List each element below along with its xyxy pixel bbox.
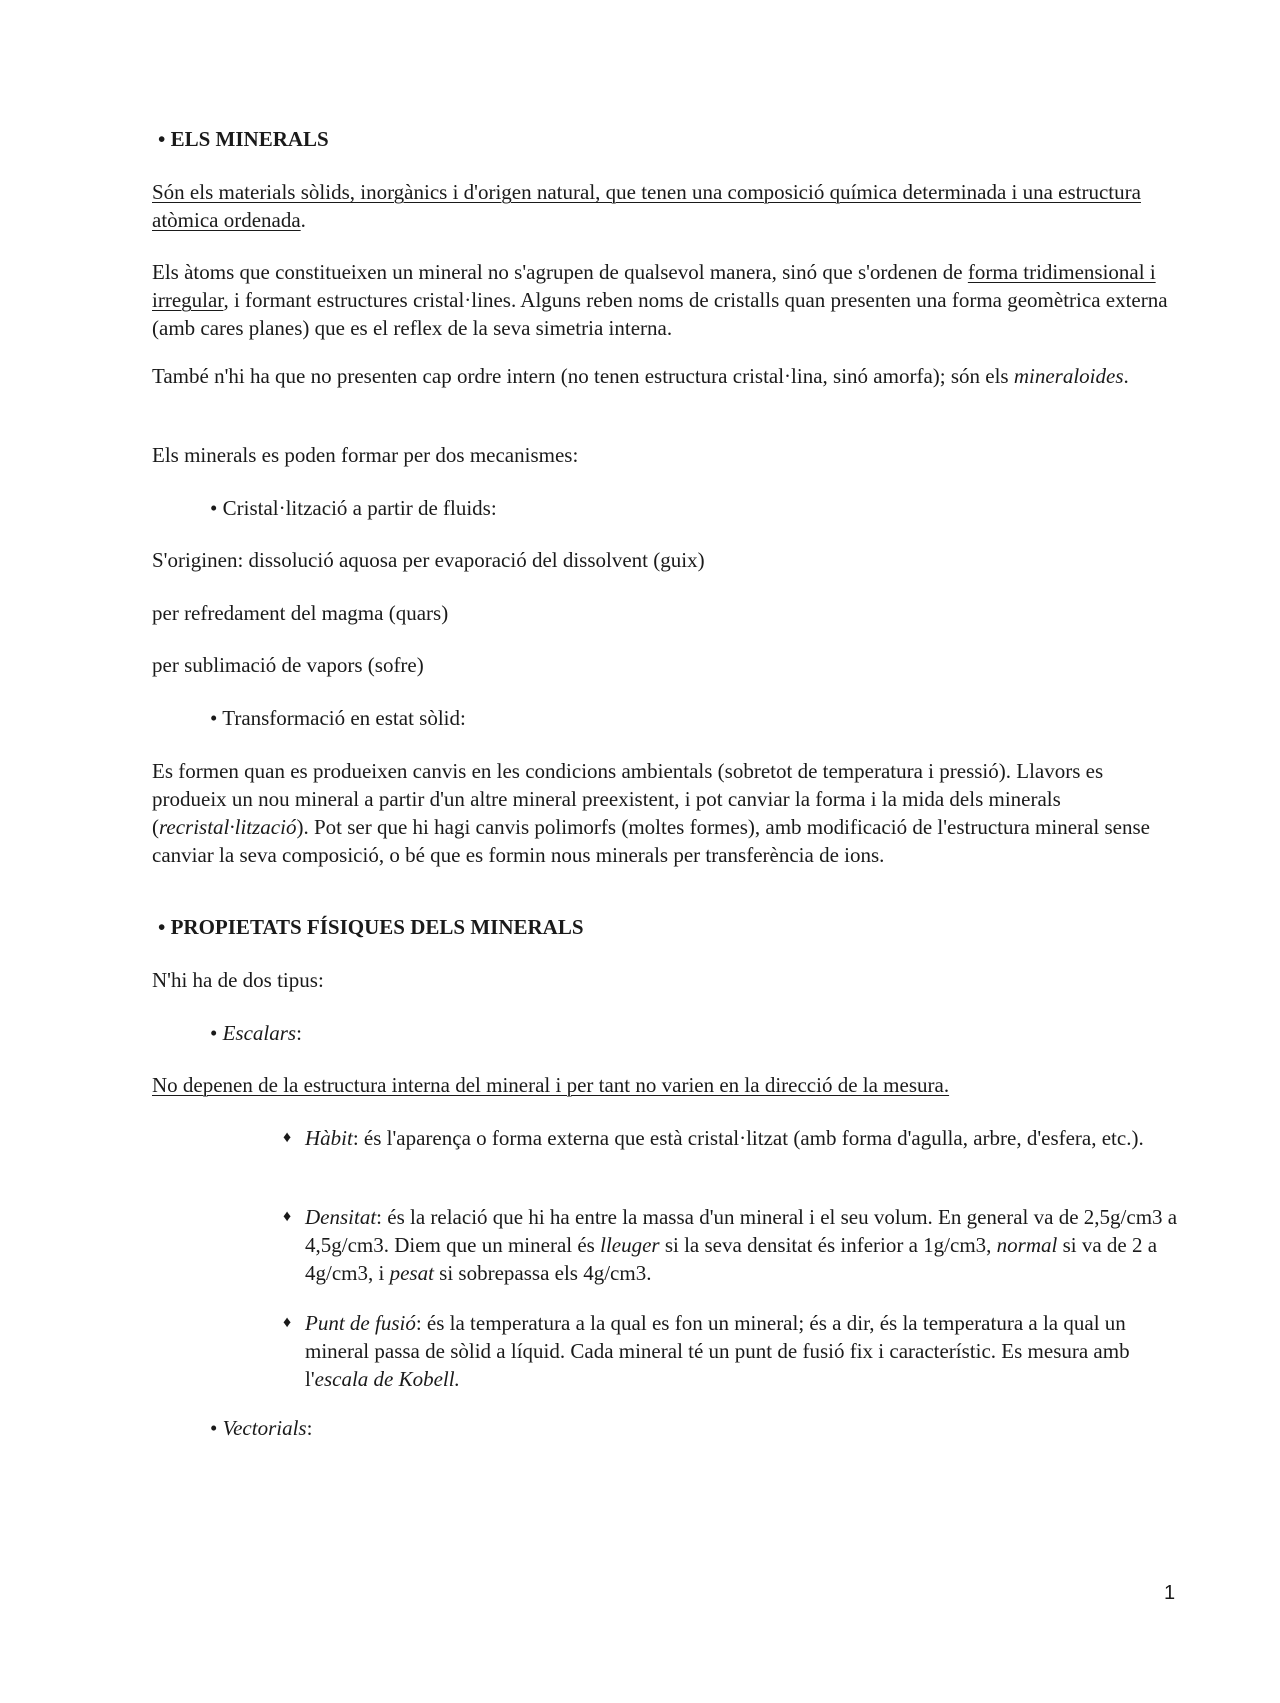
- origin-line-2: per refredament del magma (quars): [152, 601, 449, 625]
- italic-term: pesat: [389, 1261, 434, 1285]
- bullet: •: [210, 1021, 218, 1045]
- bullet: •: [210, 496, 218, 520]
- italic-term: recristal·lització: [159, 815, 297, 839]
- text: si la seva densitat és inferior a 1g/cm3,: [659, 1233, 997, 1257]
- origin-line-3: per sublimació de vapors (sofre): [152, 653, 424, 677]
- section-heading-minerals: [158, 125, 1188, 153]
- mechanisms-intro: Els minerals es poden formar per dos mecanismes:: [152, 443, 579, 467]
- property-item-density: [283, 1203, 1183, 1287]
- item-text: Transformació en estat sòlid:: [222, 706, 466, 730]
- text: : és l'aparença o forma externa que està cristal·litzat (amb forma d'agulla, arbre, d'esfera, etc.).: [352, 1126, 1144, 1150]
- origin-line-1: S'originen: dissolució aquosa per evaporació del dissolvent (guix): [152, 548, 705, 572]
- italic-term: Punt de fusió: [305, 1311, 416, 1335]
- item-text: Cristal·lització a partir de fluids:: [222, 496, 497, 520]
- italic-term: mineraloides: [1013, 364, 1124, 388]
- italic-term: Escalars: [222, 1021, 297, 1045]
- definition-underlined: Són els materials sòlids, inorgànics i d'origen natural, que tenen una composició química determinada i una estructura atòmica ordenada: [152, 180, 1141, 232]
- italic-term: lleuger: [600, 1233, 660, 1257]
- definition-paragraph: [152, 178, 1182, 234]
- text: si va de 2 a 4g/cm3, i: [305, 1233, 1158, 1285]
- heading-text: PROPIETATS FÍSIQUES DELS MINERALS: [170, 915, 584, 939]
- italic-term: normal: [996, 1233, 1058, 1257]
- text: : és la relació que hi ha entre la massa d'un mineral i el seu volum. En general va de 2,5g/cm3 a 4,5g/cm3. Diem que un mineral és: [305, 1205, 1178, 1257]
- text: si sobrepassa els 4g/cm3.: [433, 1261, 652, 1285]
- text: Els àtoms que constitueixen un mineral no s'agrupen de qualsevol manera, sinó que s'ordenen de: [152, 260, 968, 284]
- underlined-text: forma tridimensional i irregular: [152, 260, 1156, 312]
- definition-end: .: [300, 208, 306, 232]
- mechanism-item-2: [210, 704, 1240, 732]
- heading-text: ELS MINERALS: [170, 127, 329, 151]
- diamond-bullet-icon: ♦: [283, 1314, 292, 1331]
- section-heading-properties: [158, 913, 1188, 941]
- page-number: 1: [1164, 1582, 1176, 1604]
- italic-term: Hàbit: [305, 1126, 353, 1150]
- atoms-paragraph: [152, 258, 1182, 342]
- property-item-melting-point: [283, 1309, 1183, 1393]
- text: :: [296, 1021, 302, 1045]
- italic-term: Vectorials: [222, 1416, 307, 1440]
- text: , i formant estructures cristal·lines. Alguns reben noms de cristalls quan presenten una forma geomètrica externa (amb cares planes) que es el reflex de la seva simetria interna.: [152, 288, 1168, 340]
- transformation-paragraph: [152, 757, 1182, 869]
- type-item-vectorial: [210, 1414, 1240, 1442]
- text: .: [1123, 364, 1129, 388]
- italic-term: escala de Kobell.: [314, 1367, 460, 1391]
- property-item-habit: [283, 1124, 1183, 1152]
- scalar-description: [152, 1071, 1182, 1099]
- mechanism-item-1: [210, 494, 1240, 522]
- diamond-bullet-icon: ♦: [283, 1208, 292, 1225]
- text: : és la temperatura a la qual es fon un mineral; és a dir, és la temperatura a la qual un mineral passa de sòlid a líquid. Cada mineral té un punt de fusió fix i característic. Es mesura amb l': [305, 1311, 1130, 1391]
- text: :: [306, 1416, 313, 1440]
- bullet: •: [158, 127, 166, 151]
- diamond-bullet-icon: ♦: [283, 1129, 292, 1146]
- bullet: •: [158, 915, 166, 939]
- text: Es formen quan es produeixen canvis en les condicions ambientals (sobretot de temperatura i pressió). Llavors es produeix un nou mineral a partir d'un altre mineral preexistent, i pot canviar la forma i la mida dels minerals (: [152, 759, 1104, 839]
- mineraloids-paragraph: [152, 362, 1182, 390]
- bullet: •: [210, 706, 218, 730]
- italic-term: Densitat: [305, 1205, 377, 1229]
- types-intro: N'hi ha de dos tipus:: [152, 968, 324, 992]
- bullet: •: [210, 1416, 218, 1440]
- underlined-text: No depenen de la estructura interna del mineral i per tant no varien en la direcció de la mesura.: [152, 1073, 950, 1097]
- text: ). Pot ser que hi hagi canvis polimorfs (moltes formes), amb modificació de l'estructura mineral sense canviar la seva composició, o bé que es formin nous minerals per transferència de ions.: [152, 815, 1150, 867]
- text: També n'hi ha que no presenten cap ordre intern (no tenen estructura cristal·lina, sinó amorfa); són els: [152, 364, 1014, 388]
- type-item-scalar: [210, 1019, 1240, 1047]
